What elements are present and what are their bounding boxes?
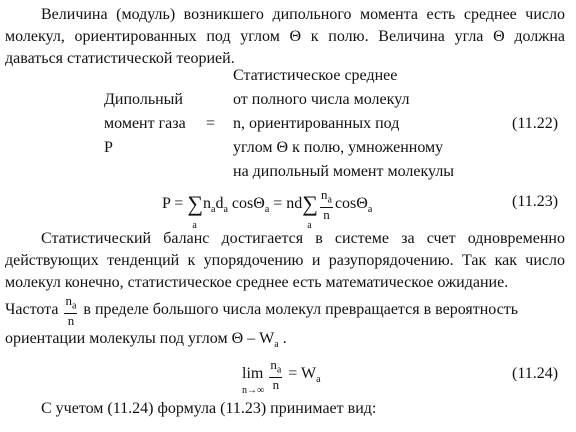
eq1122-right-line-4: углом Θ к полю, умноженному — [233, 139, 444, 156]
paragraph-frequency-line-1: Частота $\frac{n_a}{n}$ в пределе большого числа молекул превращается в вероятность — [5, 293, 519, 328]
paragraph-formula-form-text: С учетом (11.24) формула (11.23) принимает вид: — [41, 400, 377, 417]
eq1124-number: (11.24) — [512, 365, 559, 382]
paragraph-frequency-line-2: ориентации молекулы под углом Θ – $W_a$ . — [5, 330, 287, 351]
fraction-na-over-n: $\frac{n_a}{n}$ — [320, 187, 332, 222]
paragraph-formula-form — [5, 398, 565, 420]
eq1122-left-line-1: Дипольный — [104, 91, 183, 108]
eq1122-right-line-1: Статистическое среднее — [233, 67, 398, 84]
eq1122-right-line-2: от полного числа молекул — [233, 91, 410, 108]
eq1122-equals-sign: = — [206, 115, 216, 132]
eq1122-number: (11.22) — [512, 115, 559, 132]
sum-symbol-2: ∑ a — [302, 191, 318, 232]
equation-11-24: lim n→∞ $\frac{n_a}{n}$ = $W_a$ — [242, 357, 321, 397]
paragraph-dipole-intro-text: Величина (модуль) возникшего дипольного момента есть среднее число молекул, ориентированных под углом Θ к полю. Величина угла Θ должна даваться статистической теорией. — [5, 6, 565, 67]
fraction-limit: $\frac{n_a}{n}$ — [270, 357, 282, 392]
equation-11-23: P = ∑ a $n_ad_a$ cosΘ$_a$ = nd∑ a $\frac{n_a}{n}$ cosΘ$_a$ — [162, 187, 373, 232]
fraction-frequency: $\frac{n_a}{n}$ — [65, 293, 77, 328]
sum-symbol: ∑ a — [187, 191, 204, 232]
paragraph-statistical-balance-text: Статистический баланс достигается в системе за счет одновременно действующих тенденций к упорядочению и разупорядочению. Так как число молекул конечно, статистическое среднее есть математическое ожидание. — [5, 230, 565, 291]
eq1122-right-line-5: на дипольный момент молекулы — [233, 163, 455, 180]
paragraph-statistical-balance — [5, 228, 565, 294]
limit-operator: lim n→∞ — [242, 365, 265, 397]
paragraph-dipole-intro — [5, 4, 565, 70]
eq1123-lhs: P = — [162, 194, 188, 212]
eq1123-number: (11.23) — [512, 193, 559, 210]
eq1122-left-line-2: момент газа — [104, 115, 186, 132]
eq1122-right-line-3: n, ориентированных под — [233, 115, 400, 132]
eq1122-left-line-3: P — [104, 139, 113, 156]
